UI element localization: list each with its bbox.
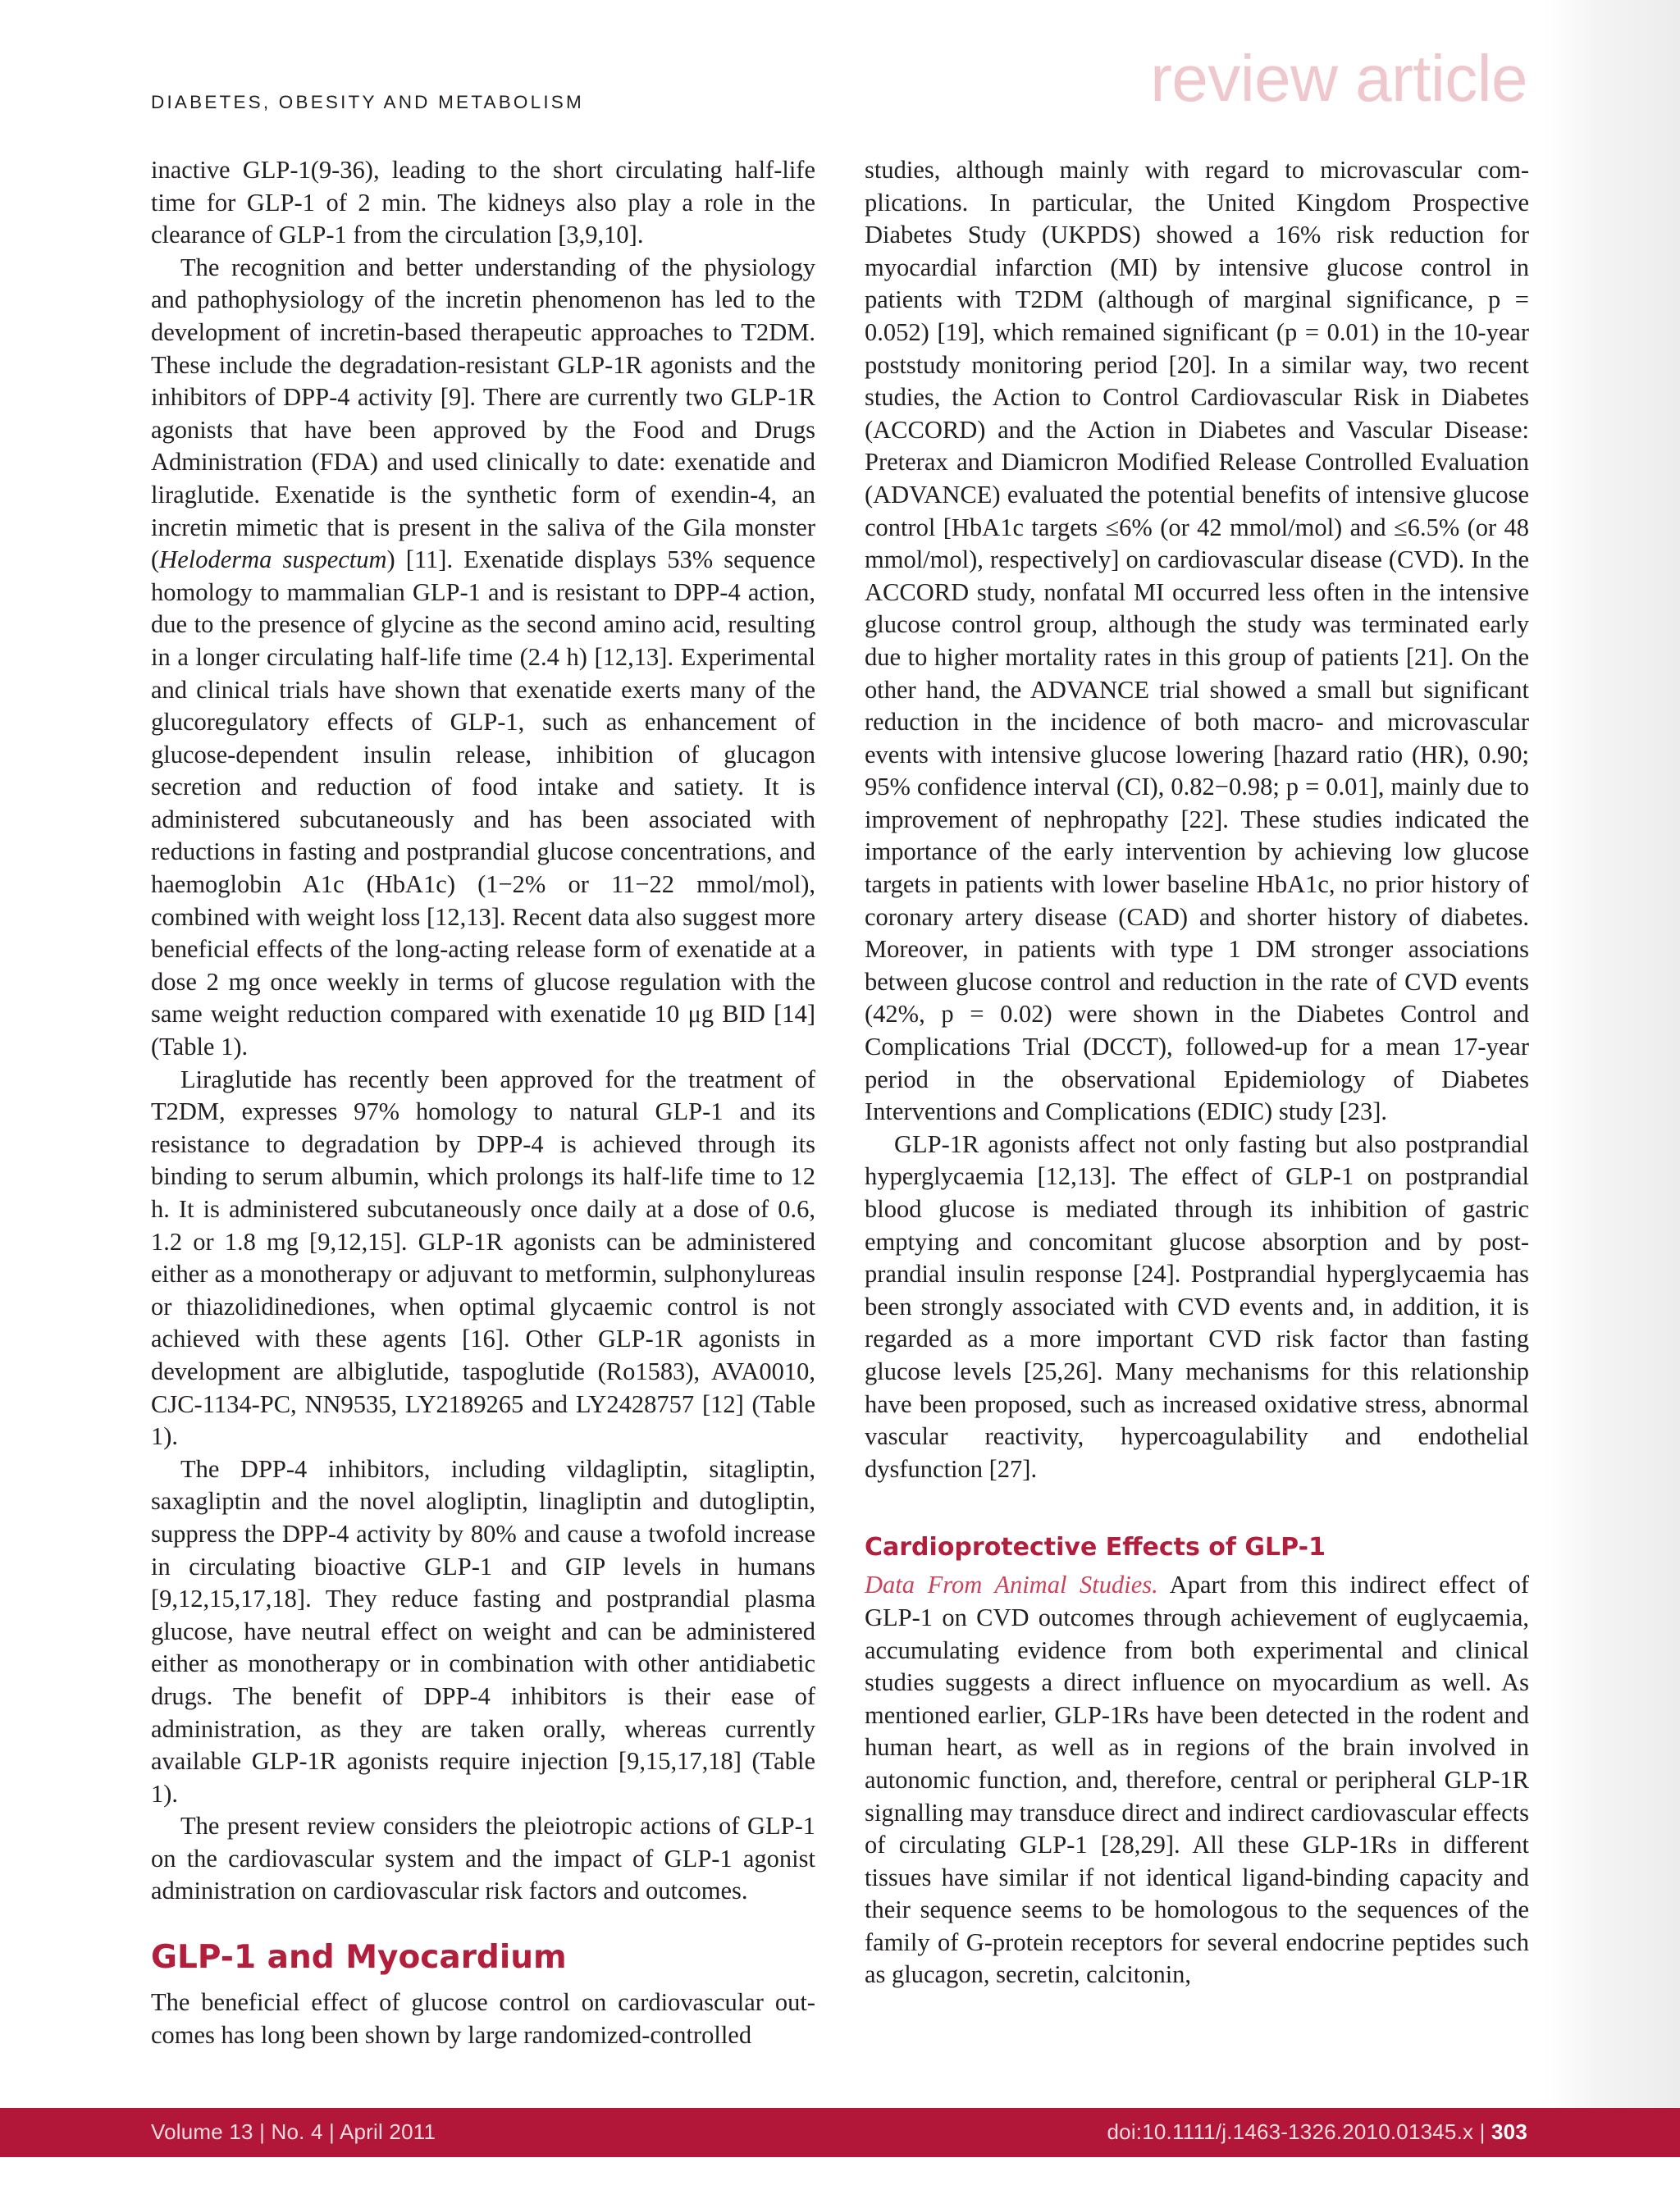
paragraph: Liraglutide has recently been approved for the treatment of T2DM, expresses 97% homology to natural GLP-1 and its resistance to degradation by DPP-4 is achieved through its binding to serum albumin, which prolongs its half-life time to 12 h. It is administered subcutaneously once daily at a dose of 0.6, 1.2 or 1.8 mg [9,12,15]. GLP-1R agonists can be administered either as a monotherapy or adjuvant to metformin, sulphonylureas or thiazolidinediones, when optimal glycaemic control is not achieved with these agents [16]. Other GLP-1R agonists in development are albiglutide, taspoglutide (Ro1583), AVA0010, CJC-1134-PC, NN9535, LY2189265 and LY2428757 [12] (Table 1). (151, 1065, 815, 1451)
article-type-label: review article (1150, 42, 1527, 115)
paragraph (865, 1569, 1529, 1991)
left-column (151, 154, 815, 2051)
subsection-heading: Cardioprotective Effects of GLP-1 (865, 1533, 1326, 1562)
paragraph-text: The recognition and better understanding of the physiology and pathophysiology of the incretin phenomenon has led to the development of incretin-based therapeutic approaches to T2DM. These include the degradation-resistant GLP-1R agonists and the inhibitors of DPP-4 activity [9]. There are currently two GLP-1R agonists that have been approved by the Food and Drugs Administration (FDA) and used clinically to date: exenatide and liraglutide. Exenatide is the synthetic form of exendin-4, an incretin mimetic that is present in the saliva of the Gila monster ( (151, 253, 815, 574)
page-edge-shading (1545, 0, 1680, 2108)
issue-info: Volume 13 | No. 4 | April 2011 (151, 2119, 436, 2144)
paragraph: The present review considers the pleiotropic actions of GLP-1 on the cardiovascular system and the impact of GLP-1 agonist administration on cardiovascular risk factors and outcomes. (151, 1812, 815, 1905)
right-column (865, 154, 1529, 1991)
page-number: 303 (1491, 2119, 1527, 2144)
doi-and-page (1107, 2119, 1527, 2145)
run-in-heading: Data From Animal Studies. (865, 1571, 1158, 1599)
doi: doi:10.1111/j.1463-1326.2010.01345.x | (1107, 2119, 1492, 2144)
paragraph-text: ) [11]. Exenatide displays 53% sequence homology to mammalian GLP-1 and is resistant to DPP-4 action, due to the presence of glycine as the second amino acid, resulting in a longer circulating half-life time (2.4 h) [12,13]. Experimental and clinical trials have shown that exenatide exerts many of the glucoregulatory effects of GLP-1, such as enhancement of glucose-dependent insulin release, inhibition of glucagon secretion and reduction of food intake and satiety. It is administered subcutaneously and has been associated with reductions in fasting and postprandial glucose concentrations, and haemoglobin A1c (HbA1c) (1−2% or 11−22 mmol/mol), combined with weight loss [12,13]. Recent data also suggest more beneficial effects of the long-acting release form of exenatide at a dose 2 mg once weekly in terms of glucose regulation with the same weight reduction compared with exenatide 10 μg BID [14] (Table 1). (151, 545, 815, 1061)
paragraph: The beneficial effect of glucose control on cardiovascular outcomes has long been shown by large randomized-controlled (151, 1988, 815, 2049)
footer-bar (0, 2108, 1680, 2157)
paragraph: The DPP-4 inhibitors, including vildagliptin, sitagliptin, saxagliptin and the novel alogliptin, linagliptin and dutogliptin, suppress the DPP-4 activity by 80% and cause a twofold increase in circulating bioactive GLP-1 and GIP levels in humans [9,12,15,17,18]. They reduce fasting and postprandial plasma glucose, have neutral effect on weight and can be administered either as monotherapy or in combination with other antidiabetic drugs. The benefit of DPP-4 inhibitors is their ease of administration, as they are taken orally, whereas currently available GLP-1R agonists require injection [9,15,17,18] (Table 1). (151, 1454, 815, 1808)
paragraph-text: Apart from this indirect effect of GLP-1 on CVD outcomes through achievement of euglycaemia, accumulating evidence from both experimental and clinical studies suggests a direct influence on myocardium as well. As mentioned earlier, GLP-1Rs have been detected in the rodent and human heart, as well as in regions of the brain involved in autonomic function, and, therefore, central or peripheral GLP-1R signalling may transduce direct and indirect cardiovascular effects of circulating GLP-1 [28,29]. All these GLP-1Rs in different tissues have similar if not identical ligand-binding capacity and their sequence seems to be homologous to the sequences of the family of G-protein receptors for several endocrine peptides such as glucagon, secretin, calcitonin, (865, 1571, 1529, 1989)
journal-running-head: DIABETES, OBESITY AND METABOLISM (151, 92, 584, 112)
paragraph (151, 252, 815, 1064)
section-heading: GLP-1 and Myocardium (151, 1939, 567, 1977)
paragraph: GLP-1R agonists affect not only fasting but also postprandial hyperglycaemia [12,13]. The effect of GLP-1 on postprandial blood glucose is mediated through its inhibition of gastric emptying and concomitant glucose absorption and by postprandial insulin response [24]. Postprandial hyperglycaemia has been strongly associated with CVD events and, in addition, it is regarded as a more important CVD risk factor than fasting glucose levels [25,26]. Many mechanisms for this relationship have been proposed, such as increased oxidative stress, abnormal vascular reactivity, hypercoagulability and endothelial dysfunction [27]. (865, 1129, 1529, 1483)
paragraph: inactive GLP-1(9-36), leading to the short circulating half-life time for GLP-1 of 2 min. The kidneys also play a role in the clearance of GLP-1 from the circulation [3,9,10]. (151, 156, 815, 249)
paragraph: studies, although mainly with regard to microvascular complications. In particular, the United Kingdom Prospective Diabetes Study (UKPDS) showed a 16% risk reduction for myocardial infarction (MI) by intensive glucose control in patients with T2DM (although of marginal significance, p = 0.052) [19], which remained significant (p = 0.01) in the 10-year poststudy monitoring period [20]. In a similar way, two recent studies, the Action to Control Cardiovascular Risk in Diabetes (ACCORD) and the Action in Diabetes and Vascular Disease: Preterax and Diamicron Modified Release Controlled Evaluation (ADVANCE) evaluated the potential benefits of intensive glucose control [HbA1c targets ≤6% (or 42 mmol/mol) and ≤6.5% (or 48 mmol/mol), respectively] on cardiovascular disease (CVD). In the ACCORD study, nonfatal MI occurred less often in the intensive glucose control group, although the study was terminated early due to higher mortality rates in this group of patients [21]. On the other hand, the ADVANCE trial showed a small but significant reduction in the incidence of both macro- and microvascular events with intensive glucose lowering [hazard ratio (HR), 0.90; 95% confidence interval (CI), 0.82−0.98; p = 0.01], mainly due to improvement of nephropathy [22]. These studies indicated the importance of the early intervention by achieving low glucose targets in patients with lower baseline HbA1c, no prior history of coronary artery disease (CAD) and shorter history of diabetes. Moreover, in patients with type 1 DM stronger associations between glucose control and reduction in the rate of CVD events (42%, p = 0.02) were shown in the Diabetes Control and Complications Trial (DCCT), followed-up for a mean 17-year period in the observational Epidemiology of Diabetes Interventions and Complications (EDIC) study [23]. (865, 156, 1529, 1126)
section-spacer (865, 1485, 1529, 1531)
species-name: Heloderma suspectum (159, 545, 387, 574)
